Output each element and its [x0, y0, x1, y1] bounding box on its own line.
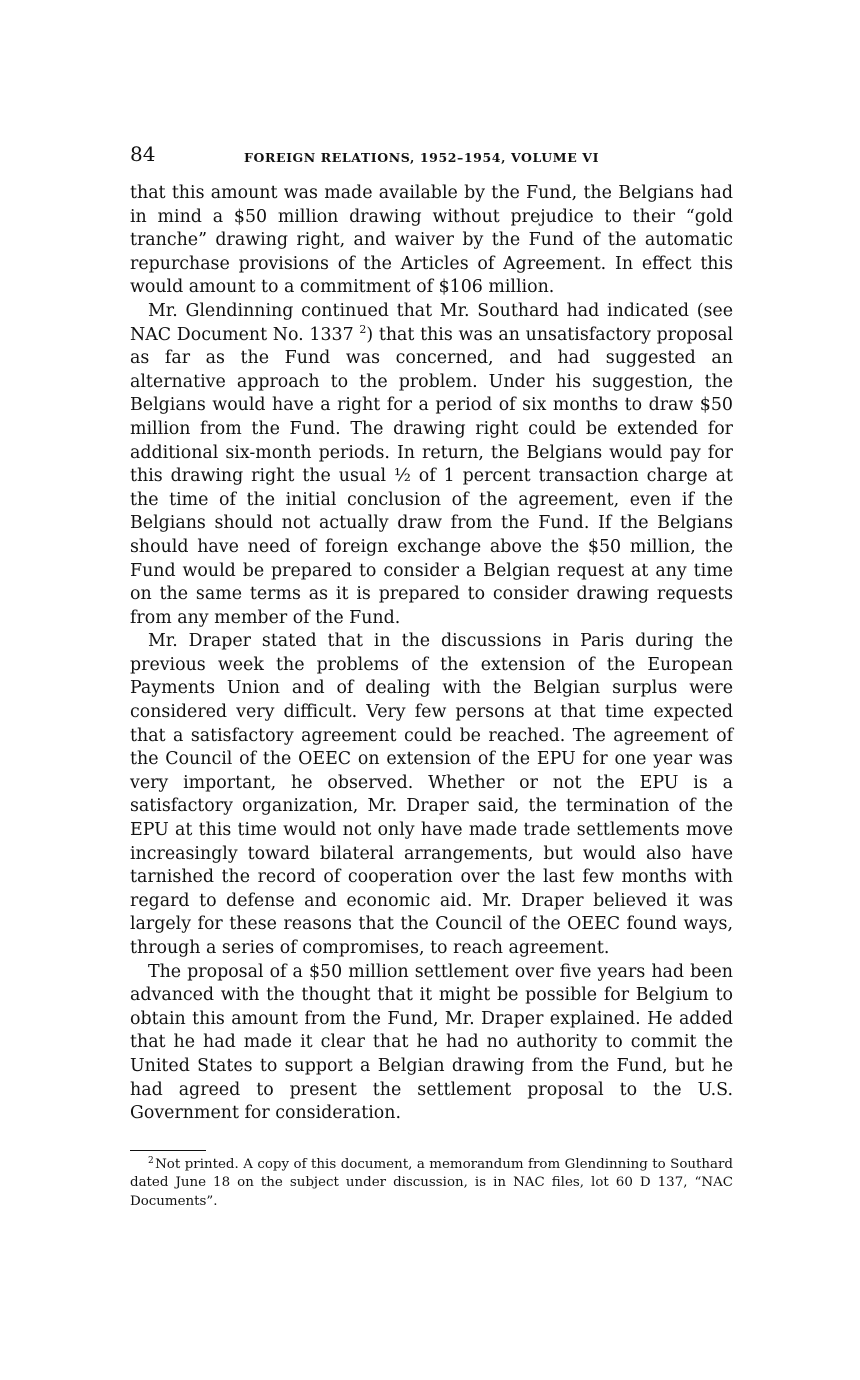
- paragraph-continued: that this amount was made available by the Fund, the Belgians had in mind a $50 million drawing without prejudice to their “gold tranche” drawing right, and waiver by the Fund of the automatic repurchase provisions of the Articles of Agreement. In effect this would amount to a commitment of $106 million.: [130, 183, 733, 298]
- document-page: [130, 142, 733, 1211]
- paragraph-draper-paris: Mr. Draper stated that in the discussions in Paris during the previous week the problems of the extension of the European Payments Union and of dealing with the Belgian surplus were considered very difficult. Very few persons at that time expected that a satisfactory agreement could be reached. The agreement of the Council of the OEEC on extension of the EPU for one year was very important, he observed. Whether or not the EPU is a satisfactory organization, Mr. Draper said, the termination of the EPU at this time would not only have made trade settlements move increasingly toward bilateral arrangements, but would also have tarnished the record of cooperation over the last few months with regard to defense and economic aid. Mr. Draper believed it was largely for these reasons that the Council of the OEEC found ways, through a series of compromises, to reach agreement.: [130, 631, 733, 958]
- body-text: [130, 182, 733, 1126]
- page-number: 84: [130, 142, 156, 166]
- footnote-reference[interactable]: 2: [359, 322, 367, 336]
- paragraph-text-before-ref: Mr. Glendinning continued that Mr. Southard had indicated (see NAC Document No. 1337: [130, 300, 733, 345]
- footnote-divider: [130, 1150, 206, 1151]
- paragraph-settlement-proposal: The proposal of a $50 million settlement over five years had been advanced with the thought that it might be possible for Belgium to obtain this amount from the Fund, Mr. Draper explained. He added that he had made it clear that he had no authority to commit the United States to support a Belgian drawing from the Fund, but he had agreed to present the settlement proposal to the U.S. Government for consideration.: [130, 961, 733, 1124]
- footnote-text: Not printed. A copy of this document, a memorandum from Glendinning to Southard dated June 18 on the subject under discussion, is in NAC files, lot 60 D 137, “NAC Documents”.: [130, 1156, 733, 1209]
- running-title: FOREIGN RELATIONS, 1952–1954, VOLUME VI: [244, 150, 600, 165]
- paragraph-text-after-ref: ) that this was an unsatisfactory proposal as far as the Fund was concerned, and had suggested an alternative approach to the problem. Under his suggestion, the Belgians would have a right for a period of six months to draw $50 million from the Fund. The drawing right could be extended for additional six-month periods. In return, the Belgians would pay for this drawing right the usual ½ of 1 percent transaction charge at the time of the initial conclusion of the agreement, even if the Belgians should not actually draw from the Fund. If the Belgians should have need of foreign exchange above the $50 million, the Fund would be prepared to consider a Belgian request at any time on the same terms as it is prepared to consider drawing requests from any member of the Fund.: [130, 324, 733, 628]
- footnote-marker: 2: [148, 1155, 154, 1166]
- paragraph-glendinning: [130, 300, 733, 630]
- footnote: [130, 1156, 733, 1212]
- running-header: [130, 142, 733, 178]
